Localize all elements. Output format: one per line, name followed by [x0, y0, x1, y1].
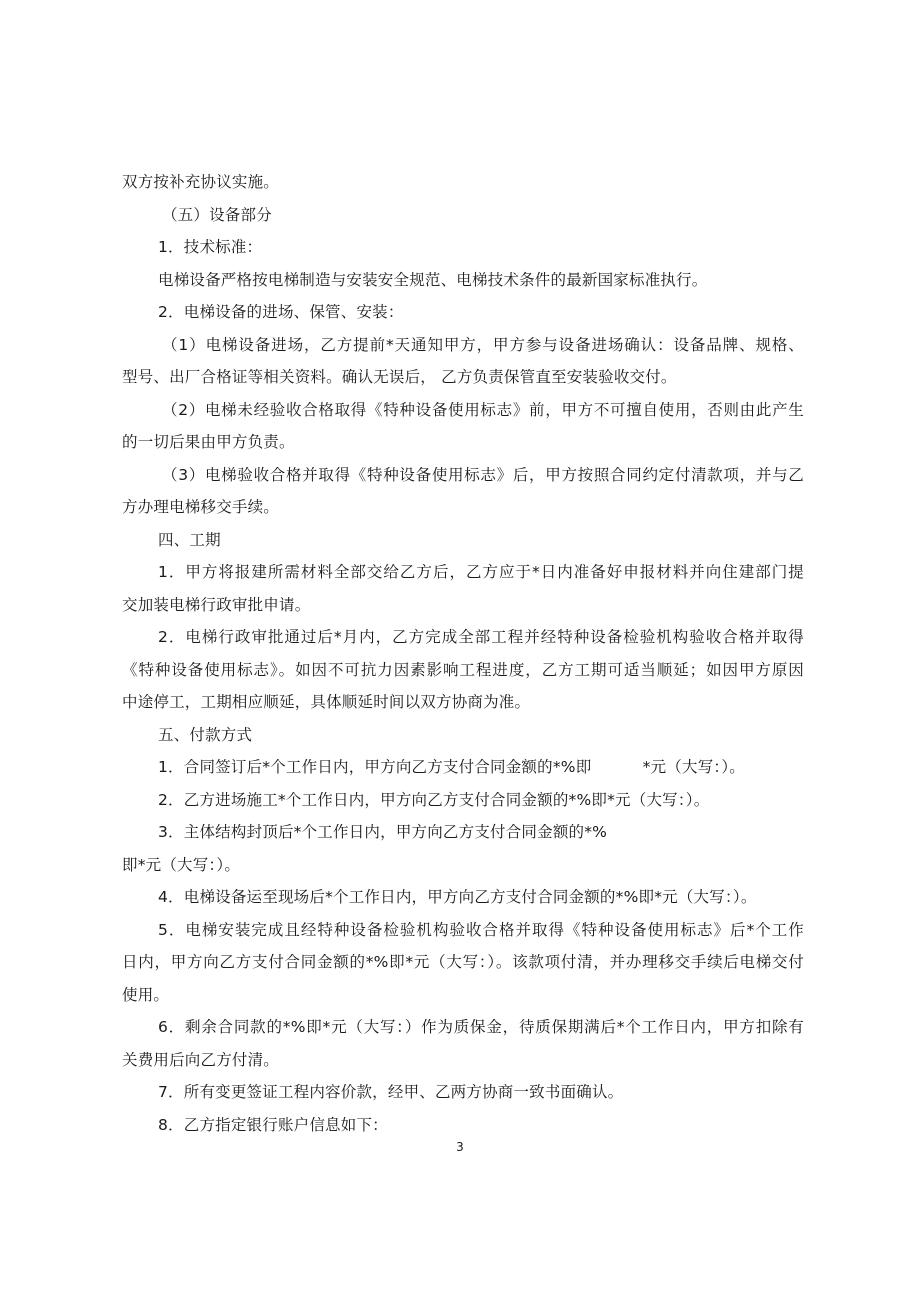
paragraph-line: 交加装电梯行政审批申请。	[122, 595, 311, 614]
section-heading-payment: 五、付款方式	[158, 725, 253, 744]
paragraph-line: 使用。	[122, 985, 170, 1004]
paragraph-line: 8．乙方指定银行账户信息如下：	[158, 1115, 388, 1134]
paragraph-line: 6．剩余合同款的*%即*元（大写：）作为质保金，待质保期满后*个工作日内，甲方扣除有	[158, 1018, 804, 1036]
paragraph-line: 5．电梯安装完成且经特种设备检验机构验收合格并取得《特种设备使用标志》后*个工作	[158, 920, 804, 939]
paragraph-line: 双方按补充协议实施。	[122, 173, 280, 191]
paragraph-line: 型号、出厂合格证等相关资料。确认无误后， 乙方负责保管直至安装验收交付。	[122, 368, 677, 386]
paragraph-line: 7．所有变更签证工程内容价款，经甲、乙两方协商一致书面确认。	[158, 1083, 624, 1101]
section-heading-schedule: 四、工期	[158, 530, 221, 549]
paragraph-line: 中途停工，工期相应顺延，具体顺延时间以双方协商为准。	[122, 693, 531, 711]
paragraph-line: 电梯设备严格按电梯制造与安装安全规范、电梯技术条件的最新国家标准执行。	[158, 270, 708, 289]
paragraph-line: 2．电梯行政审批通过后*月内，乙方完成全部工程并经特种设备检验机构验收合格并取得	[158, 628, 804, 646]
paragraph-line: （2）电梯未经验收合格取得《特种设备使用标志》前，甲方不可擅自使用，否则由此产生	[162, 400, 804, 419]
paragraph-line: 的一切后果由甲方负责。	[122, 433, 295, 451]
paragraph-line: 4．电梯设备运至现场后*个工作日内，甲方向乙方支付合同金额的*%即*元（大写：）。	[158, 888, 757, 906]
paragraph-line: 1．合同签订后*个工作日内，甲方向乙方支付合同金额的*%即 *元（大写：）。	[158, 758, 746, 776]
paragraph-line: 关费用后向乙方付清。	[122, 1050, 280, 1069]
page-number: 3	[456, 1140, 464, 1154]
paragraph-line: 即*元（大写：）。	[122, 855, 241, 874]
section-heading-equipment: （五）设备部分	[162, 205, 272, 224]
paragraph-line: 1．甲方将报建所需材料全部交给乙方后，乙方应于*日内准备好申报材料并向住建部门提	[158, 563, 804, 581]
subheading-equipment-entry: 2．电梯设备的进场、保管、安装：	[158, 303, 404, 321]
paragraph-line: 3．主体结构封顶后*个工作日内，甲方向乙方支付合同金额的*%	[158, 823, 608, 841]
paragraph-line: （1）电梯设备进场，乙方提前*天通知甲方，甲方参与设备进场确认：设备品牌、规格、	[162, 335, 804, 354]
document-body	[122, 166, 804, 1141]
paragraph-line: （3）电梯验收合格并取得《特种设备使用标志》后，甲方按照合同约定付清款项，并与乙	[162, 465, 804, 484]
paragraph-line: 日内，甲方向乙方支付合同金额的*%即*元（大写：）。该款项付清，并办理移交手续后电梯交付	[122, 953, 804, 971]
paragraph-line: 2．乙方进场施工*个工作日内，甲方向乙方支付合同金额的*%即*元（大写：）。	[158, 790, 710, 809]
paragraph-line: 《特种设备使用标志》。如因不可抗力因素影响工程进度，乙方工期可适当顺延；如因甲方原因	[122, 660, 804, 679]
paragraph-line: 方办理电梯移交手续。	[122, 498, 280, 516]
subheading-tech-standard: 1．技术标准：	[158, 238, 263, 256]
